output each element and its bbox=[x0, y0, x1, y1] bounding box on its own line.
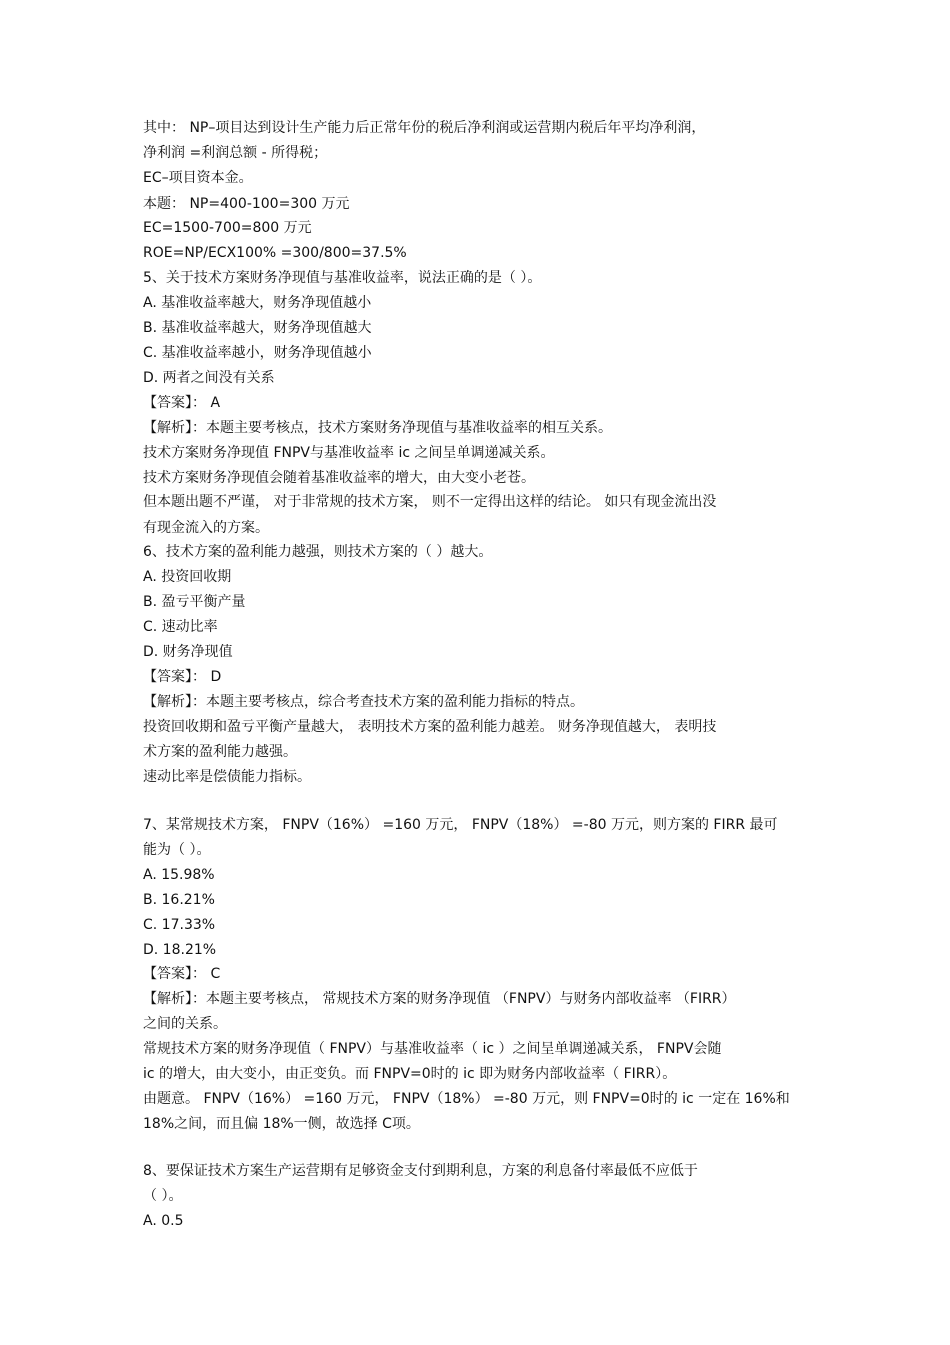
option-b: B. 盈亏平衡产量 bbox=[143, 594, 246, 610]
option-a: A. 基准收益率越大，财务净现值越小 bbox=[143, 295, 372, 311]
text-line: （ ）。 bbox=[143, 1188, 183, 1204]
text-line: ic 的增大，由大变小，由正变负。而 FNPV=0时的 ic 即为财务内部收益率（ FIRR）。 bbox=[143, 1066, 677, 1082]
option-c: C. 速动比率 bbox=[143, 619, 218, 635]
text-line: 投资回收期和盈亏平衡产量越大， 表明技术方案的盈利能力越差。 财务净现值越大， 表明技 bbox=[143, 719, 717, 735]
text-line: 常规技术方案的财务净现值（ FNPV）与基准收益率（ ic ）之间呈单调递减关系， FNPV会随 bbox=[143, 1041, 722, 1057]
answer: 【答案】： A bbox=[143, 395, 221, 411]
option-c: C. 17.33% bbox=[143, 917, 216, 933]
question-6-stem: 6、技术方案的盈利能力越强，则技术方案的（ ）越大。 bbox=[143, 544, 493, 560]
text-line: EC–项目资本金。 bbox=[143, 170, 253, 186]
question-8-stem: 8、要保证技术方案生产运营期有足够资金支付到期利息，方案的利息备付率最低不应低于 bbox=[143, 1163, 698, 1179]
text-line: 技术方案财务净现值 FNPV与基准收益率 ic 之间呈单调递减关系。 bbox=[143, 445, 555, 461]
answer: 【答案】： C bbox=[143, 966, 221, 982]
text-line: 能为（ ）。 bbox=[143, 842, 211, 858]
text-line: 净利润 =利润总额 - 所得税； bbox=[143, 145, 328, 161]
text-line: 但本题出题不严谨， 对于非常规的技术方案， 则不一定得出这样的结论。 如只有现金流出没 bbox=[143, 494, 717, 510]
analysis: 【解析】：本题主要考核点， 常规技术方案的财务净现值 （FNPV）与财务内部收益率 （FIRR） bbox=[143, 991, 736, 1007]
option-d: D. 两者之间没有关系 bbox=[143, 370, 275, 386]
analysis: 【解析】：本题主要考核点，综合考查技术方案的盈利能力指标的特点。 bbox=[143, 694, 584, 710]
question-5-stem: 5、关于技术方案财务净现值与基准收益率，说法正确的是（ ）。 bbox=[143, 270, 542, 286]
text-line: 技术方案财务净现值会随着基准收益率的增大，由大变小老苍。 bbox=[143, 470, 535, 486]
option-b: B. 16.21% bbox=[143, 892, 215, 908]
option-a: A. 投资回收期 bbox=[143, 569, 232, 585]
option-a: A. 0.5 bbox=[143, 1213, 184, 1229]
answer: 【答案】： D bbox=[143, 669, 222, 685]
option-d: D. 18.21% bbox=[143, 942, 217, 958]
option-d: D. 财务净现值 bbox=[143, 644, 233, 660]
option-a: A. 15.98% bbox=[143, 867, 215, 883]
text-line: 本题： NP=400-100=300 万元 bbox=[143, 196, 350, 212]
option-c: C. 基准收益率越小，财务净现值越小 bbox=[143, 345, 372, 361]
text-line: 18%之间，而且偏 18%一侧，故选择 C项。 bbox=[143, 1116, 420, 1132]
text-line: EC=1500-700=800 万元 bbox=[143, 220, 312, 236]
text-line: 其中： NP–项目达到设计生产能力后正常年份的税后净利润或运营期内税后年平均净利润， bbox=[143, 120, 706, 136]
text-line: 术方案的盈利能力越强。 bbox=[143, 744, 297, 760]
question-7-stem: 7、某常规技术方案， FNPV（16%） =160 万元， FNPV（18%） =-80 万元，则方案的 FIRR 最可 bbox=[143, 817, 778, 833]
text-line: 由题意。 FNPV（16%） =160 万元， FNPV（18%） =-80 万元，则 FNPV=0时的 ic 一定在 16%和 bbox=[143, 1091, 790, 1107]
text-line: 速动比率是偿债能力指标。 bbox=[143, 769, 311, 785]
option-b: B. 基准收益率越大，财务净现值越大 bbox=[143, 320, 372, 336]
text-line: 之间的关系。 bbox=[143, 1016, 227, 1032]
text-line: 有现金流入的方案。 bbox=[143, 520, 269, 536]
text-line: ROE=NP/ECX100% =300/800=37.5% bbox=[143, 245, 407, 261]
analysis: 【解析】：本题主要考核点，技术方案财务净现值与基准收益率的相互关系。 bbox=[143, 420, 612, 436]
